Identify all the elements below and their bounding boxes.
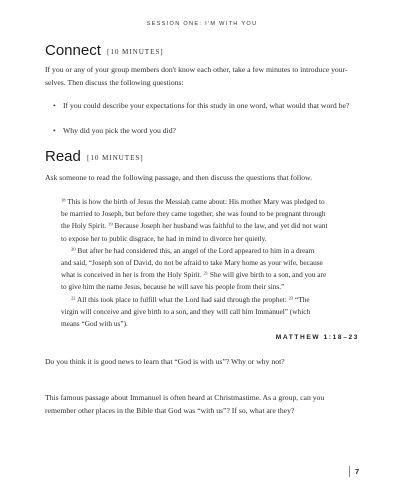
connect-title: Connect [45,42,101,59]
connect-intro-line-1: If you or any of your group members don't know each other, take a few minutes to introduce your- [45,65,348,74]
passage-line [61,269,359,281]
passage-line [61,220,359,232]
connect-bullet-1-text: If you could describe your expectations for this study in one word, what would that word be? [63,101,350,110]
page-number-rule [349,466,350,477]
passage-line [61,245,359,257]
scripture-passage [61,196,359,330]
passage-line: and said, “Joseph son of David, do not be afraid to take Mary home as your wife, because [61,258,323,268]
passage-text: But after he had considered this, an angel of the Lord appeared to him in a dream [77,245,315,255]
passage-text: She will give birth to a son, and you are [209,270,327,280]
passage-text: “The [295,294,310,304]
connect-bullet-2 [53,124,176,137]
passage-text: Because Joseph her husband was faithful to the law, and yet did not want [114,221,328,231]
read-heading [45,148,144,165]
bullet-icon: • [53,101,56,110]
connect-heading [45,42,164,59]
passage-line: to give him the name Jesus, because he will save his people from their sins.” [61,282,285,292]
passage-text: This is how the birth of Jesus the Messiah came about: His mother Mary was pledged to [67,197,325,206]
passage-line: be married to Joseph, but before they came together, she was found to be pregnant through [61,209,326,219]
verse-number: 22 [71,295,76,301]
passage-text: the Holy Spirit. [61,221,107,231]
passage-line: to expose her to public disgrace, he had in mind to divorce her quietly. [61,233,267,243]
question-2-line-1: This famous passage about Immanuel is often heard at Christmastime. As a group, can you [45,393,325,402]
read-title: Read [45,148,81,165]
connect-intro [45,63,348,89]
question-2 [45,391,324,417]
verse-number: 23 [288,295,294,301]
connect-bullet-1 [53,99,349,112]
page-number: 7 [355,467,360,476]
connect-bullet-2-text: Why did you pick the word you did? [63,126,176,135]
connect-duration: [10 MINUTES] [107,48,164,56]
read-duration: [10 MINUTES] [87,154,144,162]
scripture-reference: MATTHEW 1:18–23 [275,334,359,341]
read-instruction: Ask someone to read the following passage, and then discuss the questions that follow. [45,173,313,182]
question-1: Do you think it is good news to learn that “God is with us”? Why or why not? [45,357,285,366]
bullet-icon: • [53,126,56,135]
passage-text: what is conceived in her is from the Holy Spirit. [61,270,202,280]
connect-intro-line-2: selves. Then discuss the following questions: [45,78,184,87]
passage-text: All this took place to fulfill what the Lord had said through the prophet: [77,294,287,304]
passage-line: means “God with us”). [61,319,128,329]
verse-number: 21 [203,270,209,276]
verse-number: 20 [71,246,76,252]
verse-number: 18 [61,197,66,203]
running-head: SESSION ONE: I'M WITH YOU [146,21,258,27]
verse-number: 19 [108,221,113,227]
passage-line [61,294,359,306]
question-2-line-2: remember other places in the Bible that God was “with us”? If so, what are they? [45,406,295,415]
passage-line: virgin will conceive and give birth to a son, and they will call him Immanuel” (which [61,306,311,316]
passage-line [61,196,359,208]
